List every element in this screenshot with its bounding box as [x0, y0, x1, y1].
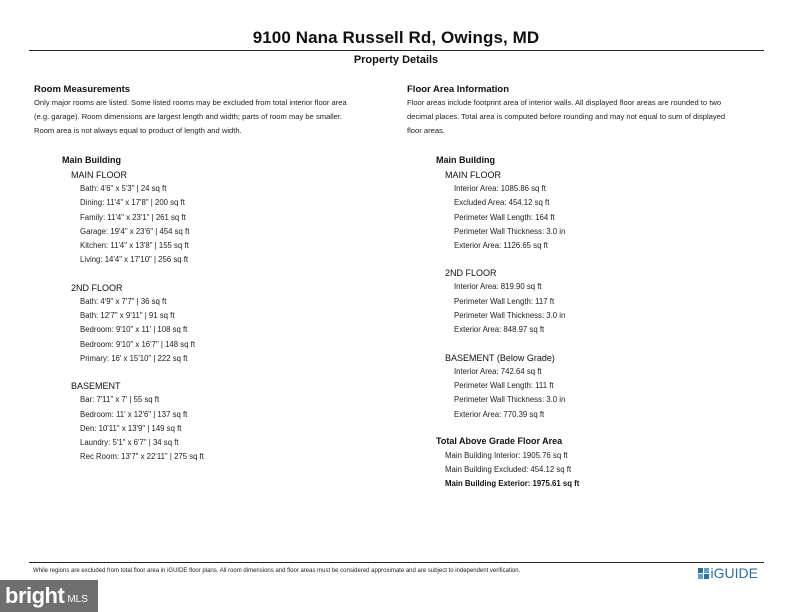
- floor-name: BASEMENT (Below Grade): [445, 352, 555, 363]
- room-row: Bedroom: 9'10" x 16'7" | 148 sq ft: [80, 339, 195, 349]
- floor-name: 2ND FLOOR: [445, 268, 497, 279]
- room-row: Bar: 7'11" x 7' | 55 sq ft: [80, 395, 160, 405]
- iguide-logo-icon: [698, 568, 709, 579]
- floor-area-heading: Floor Area Information: [407, 84, 510, 95]
- note-line: Room area is not always equal to product of length and width.: [34, 126, 242, 135]
- floor-area-note: [407, 96, 777, 138]
- room-row: Laundry: 5'1" x 6'7" | 34 sq ft: [80, 438, 179, 448]
- area-row: Perimeter Wall Length: 164 ft: [454, 212, 555, 222]
- floor-name: 2ND FLOOR: [71, 282, 123, 293]
- note-line: (e.g. garage). Room dimensions are largest length and width; parts of room may be smaller.: [34, 112, 343, 121]
- footer-divider: [29, 562, 764, 563]
- room-row: Kitchen: 11'4" x 13'8" | 155 sq ft: [80, 241, 189, 251]
- room-row: Bedroom: 9'10" x 11' | 108 sq ft: [80, 325, 188, 335]
- room-row: Family: 11'4" x 23'1" | 261 sq ft: [80, 212, 186, 222]
- room-measurements-section: [34, 84, 394, 138]
- total-row: Main Building Excluded: 454.12 sq ft: [445, 465, 572, 475]
- floor-area-section: [407, 84, 777, 138]
- note-line: Floor areas include footprint area of interior walls. All displayed floor areas are rounded to two: [407, 98, 722, 107]
- room-row: Bath: 4'9" x 7'7" | 36 sq ft: [80, 296, 167, 306]
- area-row: Perimeter Wall Thickness: 3.0 in: [454, 226, 566, 236]
- floor-area-list: [436, 153, 756, 492]
- total-exterior-row: Main Building Exterior: 1975.61 sq ft: [445, 479, 580, 489]
- area-row: Excluded Area: 454.12 sq ft: [454, 198, 550, 208]
- room-row: Primary: 16' x 15'10" | 222 sq ft: [80, 353, 188, 363]
- page-subtitle: Property Details: [353, 54, 439, 66]
- building-name: Main Building: [62, 155, 121, 165]
- room-row: Den: 10'11" x 13'9" | 149 sq ft: [80, 423, 182, 433]
- iguide-logo-text: iGUIDE: [710, 565, 758, 581]
- room-row: Dining: 11'4" x 17'8" | 200 sq ft: [80, 198, 185, 208]
- room-list: [62, 153, 382, 465]
- area-row: Perimeter Wall Thickness: 3.0 in: [454, 311, 566, 321]
- note-line: decimal places. Total area is computed before rounding and may not equal to sum of displayed: [407, 112, 726, 121]
- area-row: Perimeter Wall Thickness: 3.0 in: [454, 395, 566, 405]
- area-row: Interior Area: 1085.86 sq ft: [454, 184, 546, 193]
- room-row: Bedroom: 11' x 12'6" | 137 sq ft: [80, 409, 188, 419]
- floor-name: BASEMENT: [71, 381, 121, 392]
- area-row: Interior Area: 819.90 sq ft: [454, 282, 542, 292]
- area-row: Exterior Area: 1126.65 sq ft: [454, 241, 548, 251]
- footer-disclaimer: While regions are excluded from total floor area in iGUIDE floor plans. All room dimensions and floor areas must be considered approximate and are subject to independent verification.: [33, 568, 521, 574]
- page-title: 9100 Nana Russell Rd, Owings, MD: [252, 28, 540, 47]
- note-line: Only major rooms are listed. Some listed rooms may be excluded from total interior floor area: [34, 98, 347, 107]
- floor-name: MAIN FLOOR: [445, 170, 502, 180]
- room-row: Rec Room: 13'7" x 22'11" | 275 sq ft: [80, 452, 204, 462]
- total-area-heading: Total Above Grade Floor Area: [436, 435, 563, 446]
- area-row: Exterior Area: 848.97 sq ft: [454, 325, 545, 335]
- bright-mls-watermark: [0, 580, 98, 612]
- note-line: floor areas.: [407, 126, 445, 135]
- floor-name: MAIN FLOOR: [71, 170, 128, 180]
- iguide-logo: [698, 565, 758, 581]
- room-row: Living: 14'4" x 17'10" | 256 sq ft: [80, 255, 189, 265]
- area-row: Perimeter Wall Length: 117 ft: [454, 296, 555, 306]
- watermark-sub: MLS: [67, 594, 88, 605]
- area-row: Exterior Area: 770.39 sq ft: [454, 409, 545, 419]
- header-divider: [29, 50, 764, 51]
- area-row: Perimeter Wall Length: 111 ft: [454, 380, 554, 390]
- total-row: Main Building Interior: 1905.76 sq ft: [445, 450, 568, 460]
- area-row: Interior Area: 742.64 sq ft: [454, 366, 542, 376]
- room-measurements-heading: Room Measurements: [34, 84, 131, 95]
- room-measurements-note: [34, 96, 394, 138]
- building-name: Main Building: [436, 155, 495, 165]
- room-row: Bath: 12'7" x 9'11" | 91 sq ft: [80, 311, 175, 321]
- room-row: Garage: 19'4" x 23'6" | 454 sq ft: [80, 226, 190, 236]
- watermark-main: bright: [5, 583, 65, 608]
- room-row: Bath: 4'6" x 5'3" | 24 sq ft: [80, 184, 167, 193]
